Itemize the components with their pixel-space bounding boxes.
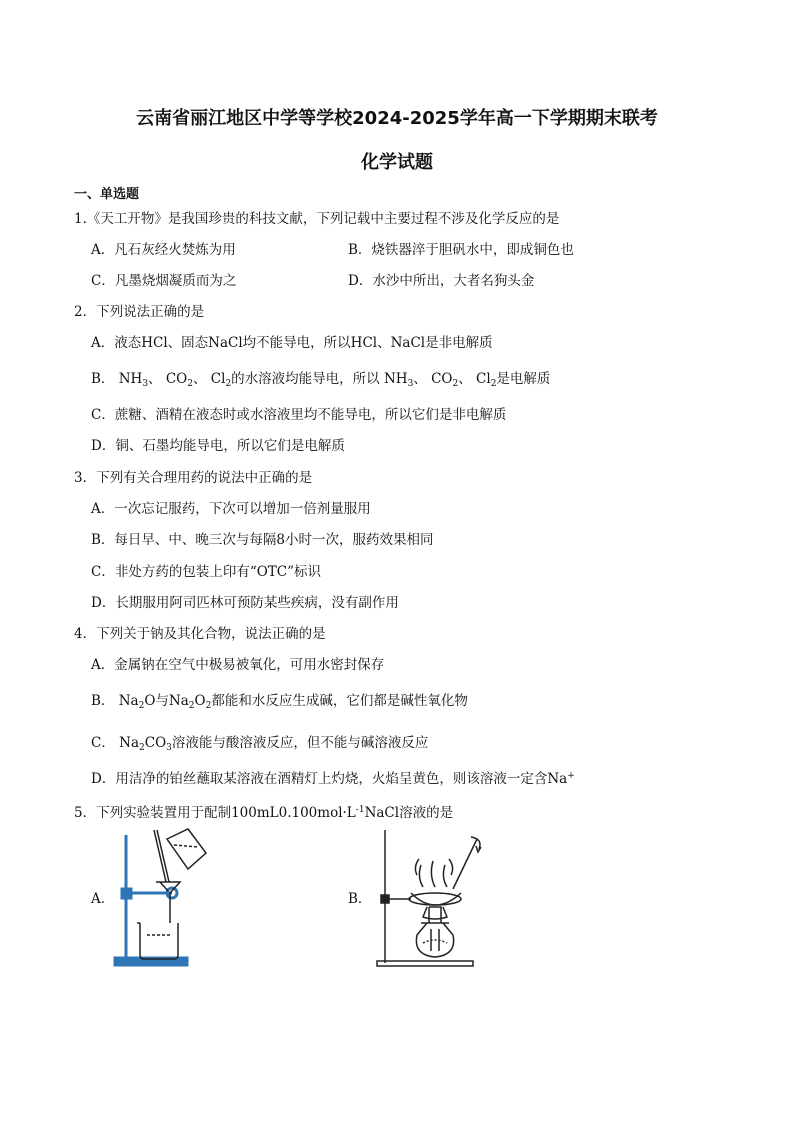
question-2-option-b: B． $NH_3$、 $CO_2$、 $Cl_2$的水溶液均能导电，所以 $NH_3$、 $CO_2$、 $Cl_2$是电解质 <box>91 371 551 389</box>
question-1-option-a: A．凡石灰经火焚炼为用 <box>91 242 236 258</box>
question-2-option-a: A．液态HCl、固态NaCl均不能导电，所以HCl、NaCl是非电解质 <box>91 335 493 351</box>
evaporation-apparatus-image <box>365 825 490 970</box>
question-5-option-a-label: A． <box>91 891 115 907</box>
question-5-stem: 5．下列实验装置用于配制$100mL0.100mol\cdot L^{-1}NaCl$溶液的是 <box>74 805 454 821</box>
question-1-option-b: B．烧铁器淬于胆矾水中，即成铜色也 <box>348 242 574 258</box>
page-title: 云南省丽江地区中学等学校2024-2025学年高一下学期期末联考 <box>136 108 658 129</box>
question-4-option-b: B． $Na_2O$与$Na_2O_2$都能和水反应生成碱，它们都是碱性氧化物 <box>91 693 468 711</box>
question-3-option-c: C．非处方药的包装上印有“OTC”标识 <box>91 564 322 580</box>
question-2-option-d: D．铜、石墨均能导电，所以它们是电解质 <box>91 438 345 454</box>
question-2-option-c: C．蔗糖、酒精在液态时或水溶液里均不能导电，所以它们是非电解质 <box>91 407 507 423</box>
page-subtitle: 化学试题 <box>361 152 433 173</box>
filtration-apparatus-image <box>112 825 212 970</box>
question-3-option-b: B．每日早、中、晚三次与每隔8小时一次，服药效果相同 <box>91 532 434 548</box>
question-2-stem: 2．下列说法正确的是 <box>74 304 205 320</box>
question-1-stem: 1.《天工开物》是我国珍贵的科技文献，下列记载中主要过程不涉及化学反应的是 <box>74 211 560 227</box>
question-4-option-d: D．用洁净的铂丝蘸取某溶液在酒精灯上灼烧，火焰呈黄色，则该溶液一定含Na+ <box>91 771 575 787</box>
question-3-stem: 3．下列有关合理用药的说法中正确的是 <box>74 470 313 486</box>
question-1-option-c: C．凡墨烧烟凝质而为之 <box>91 273 237 289</box>
section-heading: 一、单选题 <box>74 187 140 202</box>
question-3-option-a: A．一次忘记服药，下次可以增加一倍剂量服用 <box>91 501 371 517</box>
question-1-option-d: D．水沙中所出，大者名狗头金 <box>348 273 535 289</box>
question-4-option-c: C． $Na_2CO_3$溶液能与酸溶液反应，但不能与碱溶液反应 <box>91 735 429 753</box>
question-4-stem: 4．下列关于钠及其化合物，说法正确的是 <box>74 626 326 642</box>
question-5-option-b-label: B． <box>348 891 372 907</box>
question-4-option-a: A．金属钠在空气中极易被氧化，可用水密封保存 <box>91 657 385 673</box>
question-3-option-d: D．长期服用阿司匹林可预防某些疾病，没有副作用 <box>91 595 399 611</box>
